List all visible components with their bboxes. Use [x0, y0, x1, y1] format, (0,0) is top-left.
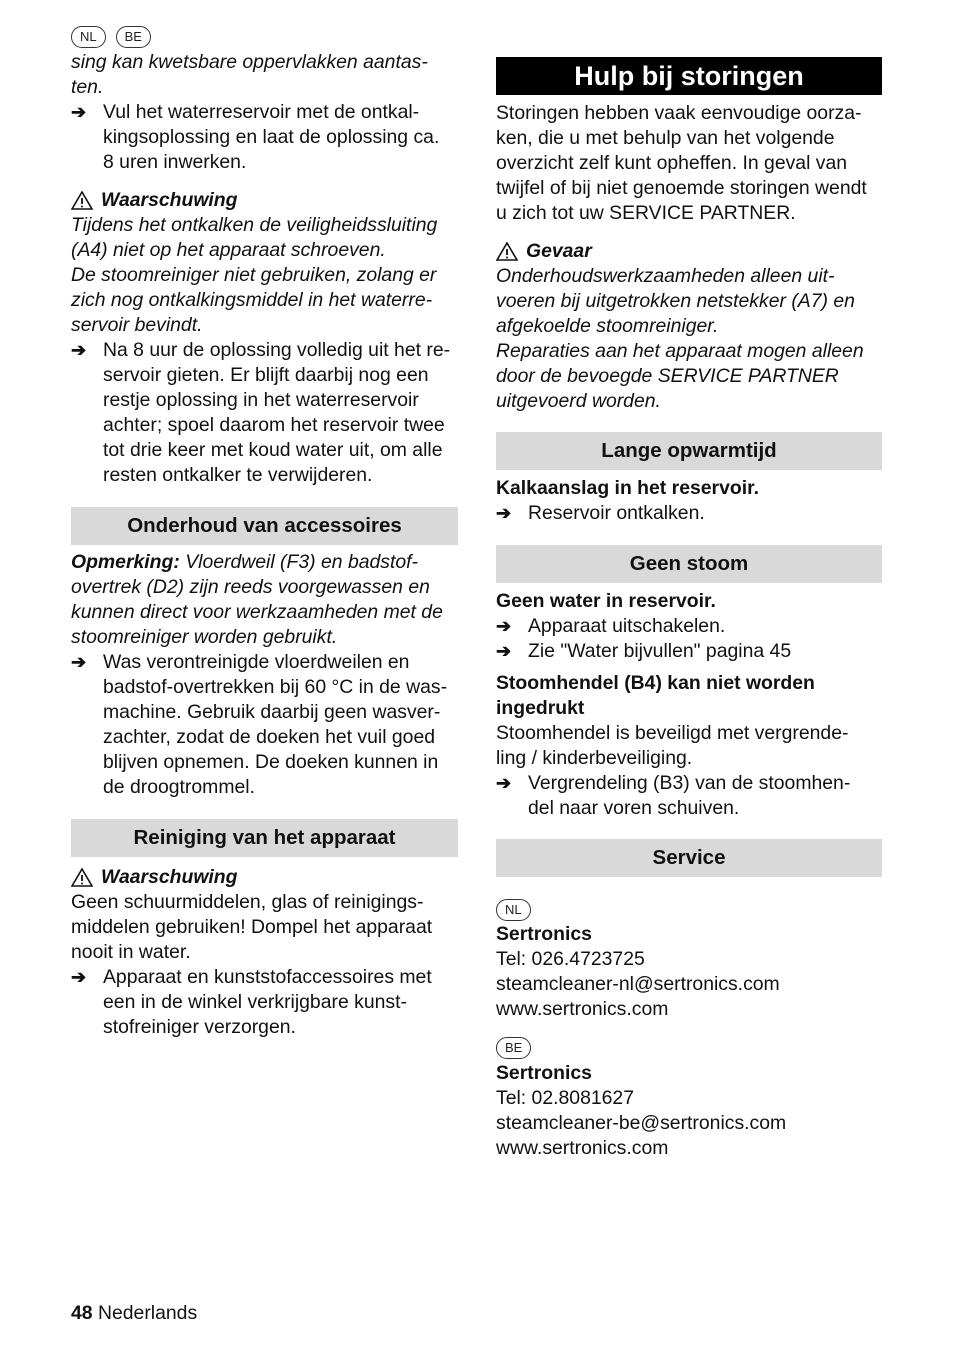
step-wash-accessories — [71, 650, 458, 800]
step-line: Apparaat uitschakelen. — [528, 615, 726, 637]
step-line: del naar voren schuiven. — [528, 797, 740, 819]
warning-triangle-icon — [496, 242, 518, 261]
company-name: Sertronics — [496, 923, 592, 945]
step-line: Vul het waterreservoir met de ontkal- — [103, 101, 420, 123]
step-line: Zie "Water bijvullen" pagina 45 — [528, 640, 792, 662]
warning-triangle-icon — [71, 868, 93, 887]
email-address: steamcleaner-be@sertronics.com — [496, 1112, 787, 1134]
warning-line: nooit in water. — [71, 941, 191, 963]
step-line: Reservoir ontkalken. — [528, 502, 705, 524]
step-line: zachter, zodat de doeken het vuil goed — [103, 726, 436, 748]
step-line: Na 8 uur de oplossing volledig uit het re- — [103, 339, 451, 361]
arrow-icon: ➔ — [496, 773, 512, 793]
phone-number: Tel: 026.4723725 — [496, 948, 645, 970]
text-line: Stoomhendel is beveiligd met vergrende- — [496, 722, 849, 744]
step-switch-off — [496, 614, 882, 639]
warning-line: Tijdens het ontkalken de veiligheidssluiting — [71, 214, 438, 236]
warning-heading — [71, 865, 458, 890]
cause-lever — [496, 671, 882, 721]
danger-line: afgekoelde stoomreiniger. — [496, 315, 719, 337]
danger-line: door de bevoegde SERVICE PARTNER — [496, 365, 839, 387]
step-unlock-lever — [496, 771, 882, 821]
intro-line: twijfel of bij niet genoemde storingen wendt — [496, 177, 867, 199]
danger-line: Reparaties aan het apparaat mogen alleen — [496, 340, 864, 362]
step-line: 8 uren inwerken. — [103, 151, 247, 173]
cause-no-water: Geen water in reservoir. — [496, 590, 716, 612]
section-heading-cleaning: Reiniging van het apparaat — [71, 819, 458, 857]
step-line: machine. Gebruik daarbij geen wasver- — [103, 701, 441, 723]
cause-warmup: Kalkaanslag in het reservoir. — [496, 477, 759, 499]
intro-line: sing kan kwetsbare oppervlakken aantas- — [71, 51, 428, 73]
service-be-contact — [496, 1061, 882, 1161]
lever-explanation — [496, 721, 882, 771]
warning-title: Waarschuwing — [101, 189, 238, 211]
step-fill-reservoir — [71, 100, 458, 175]
phone-number: Tel: 02.8081627 — [496, 1087, 635, 1109]
danger-line: Onderhoudswerkzaamheden alleen uit- — [496, 265, 835, 287]
step-line: restje oplossing in het waterreservoir — [103, 389, 419, 411]
intro-line: Storingen hebben vaak eenvoudige oorza- — [496, 102, 862, 124]
language-badges — [71, 26, 151, 48]
warning-line: Geen schuurmiddelen, glas of reinigings- — [71, 891, 424, 913]
badge-nl: NL — [71, 26, 106, 48]
section-heading-service: Service — [496, 839, 882, 877]
step-line: achter; spoel daarom het reservoir twee — [103, 414, 445, 436]
section-heading-nosteam: Geen stoom — [496, 545, 882, 583]
step-care-accessories — [71, 965, 458, 1040]
step-line: Was verontreinigde vloerdweilen en — [103, 651, 410, 673]
intro-troubleshooting — [496, 101, 882, 226]
arrow-icon: ➔ — [71, 102, 87, 122]
page-title: Hulp bij storingen — [496, 57, 882, 95]
step-warmup — [496, 501, 882, 526]
danger-notice — [496, 239, 882, 414]
note-line: kunnen direct voor werkzaamheden met de — [71, 601, 443, 623]
intro-line: ken, die u met behulp van het volgende — [496, 127, 835, 149]
badge-nl: NL — [496, 899, 531, 921]
note-line: overtrek (D2) zijn reeds voorgewassen en — [71, 576, 430, 598]
step-line: resten ontkalker te verwijderen. — [103, 464, 373, 486]
intro-text — [71, 50, 458, 100]
section-heading-warmup: Lange opwarmtijd — [496, 432, 882, 470]
arrow-icon: ➔ — [496, 616, 512, 636]
note-label: Opmerking: — [71, 551, 180, 573]
email-address: steamcleaner-nl@sertronics.com — [496, 973, 780, 995]
footer-language: Nederlands — [97, 1302, 198, 1324]
warning-cleaning — [71, 865, 458, 965]
step-line: servoir gieten. Er blijft daarbij nog een — [103, 364, 429, 386]
website: www.sertronics.com — [496, 998, 669, 1020]
warning-line: zich nog ontkalkingsmiddel in het waterre- — [71, 289, 433, 311]
arrow-icon: ➔ — [71, 340, 87, 360]
text-line: ling / kinderbeveiliging. — [496, 747, 693, 769]
step-drain-reservoir — [71, 338, 458, 488]
page-number: 48 — [71, 1302, 93, 1324]
step-line: Apparaat en kunststofaccessoires met — [103, 966, 432, 988]
section-heading-accessories: Onderhoud van accessoires — [71, 507, 458, 545]
step-line: de droogtrommel. — [103, 776, 255, 798]
warning-triangle-icon — [71, 191, 93, 210]
arrow-icon: ➔ — [496, 503, 512, 523]
website: www.sertronics.com — [496, 1137, 669, 1159]
note-line: Vloerdweil (F3) en badstof- — [179, 551, 419, 573]
badge-be: BE — [496, 1037, 531, 1059]
warning-heading — [71, 188, 458, 213]
warning-line: (A4) niet op het apparaat schroeven. — [71, 239, 386, 261]
service-nl-contact — [496, 922, 882, 1022]
step-line: een in de winkel verkrijgbare kunst- — [103, 991, 407, 1013]
page-footer — [71, 1301, 197, 1326]
warning-descaling — [71, 188, 458, 338]
danger-line: voeren bij uitgetrokken netstekker (A7) en — [496, 290, 855, 312]
note-line: stoomreiniger worden gebruikt. — [71, 626, 338, 648]
step-line: stofreiniger verzorgen. — [103, 1016, 296, 1038]
intro-line: ten. — [71, 76, 104, 98]
service-be — [496, 1034, 882, 1059]
step-see-page — [496, 639, 882, 664]
cause-line: Stoomhendel (B4) kan niet worden — [496, 672, 815, 694]
badge-be: BE — [116, 26, 151, 48]
arrow-icon: ➔ — [71, 967, 87, 987]
step-line: Vergrendeling (B3) van de stoomhen- — [528, 772, 851, 794]
intro-line: u zich tot uw SERVICE PARTNER. — [496, 202, 796, 224]
arrow-icon: ➔ — [496, 641, 512, 661]
danger-line: uitgevoerd worden. — [496, 390, 661, 412]
cause-line: ingedrukt — [496, 697, 585, 719]
warning-line: servoir bevindt. — [71, 314, 203, 336]
step-line: badstof-overtrekken bij 60 °C in de was- — [103, 676, 448, 698]
note-accessories — [71, 550, 458, 650]
company-name: Sertronics — [496, 1062, 592, 1084]
step-line: tot drie keer met koud water uit, om alle — [103, 439, 443, 461]
intro-line: overzicht zelf kunt opheffen. In geval van — [496, 152, 848, 174]
service-nl — [496, 896, 882, 921]
warning-title: Waarschuwing — [101, 866, 238, 888]
step-line: blijven opnemen. De doeken kunnen in — [103, 751, 439, 773]
warning-line: middelen gebruiken! Dompel het apparaat — [71, 916, 433, 938]
arrow-icon: ➔ — [71, 652, 87, 672]
warning-line: De stoomreiniger niet gebruiken, zolang er — [71, 264, 437, 286]
danger-title: Gevaar — [526, 240, 592, 262]
danger-heading — [496, 239, 882, 264]
step-line: kingsoplossing en laat de oplossing ca. — [103, 126, 440, 148]
